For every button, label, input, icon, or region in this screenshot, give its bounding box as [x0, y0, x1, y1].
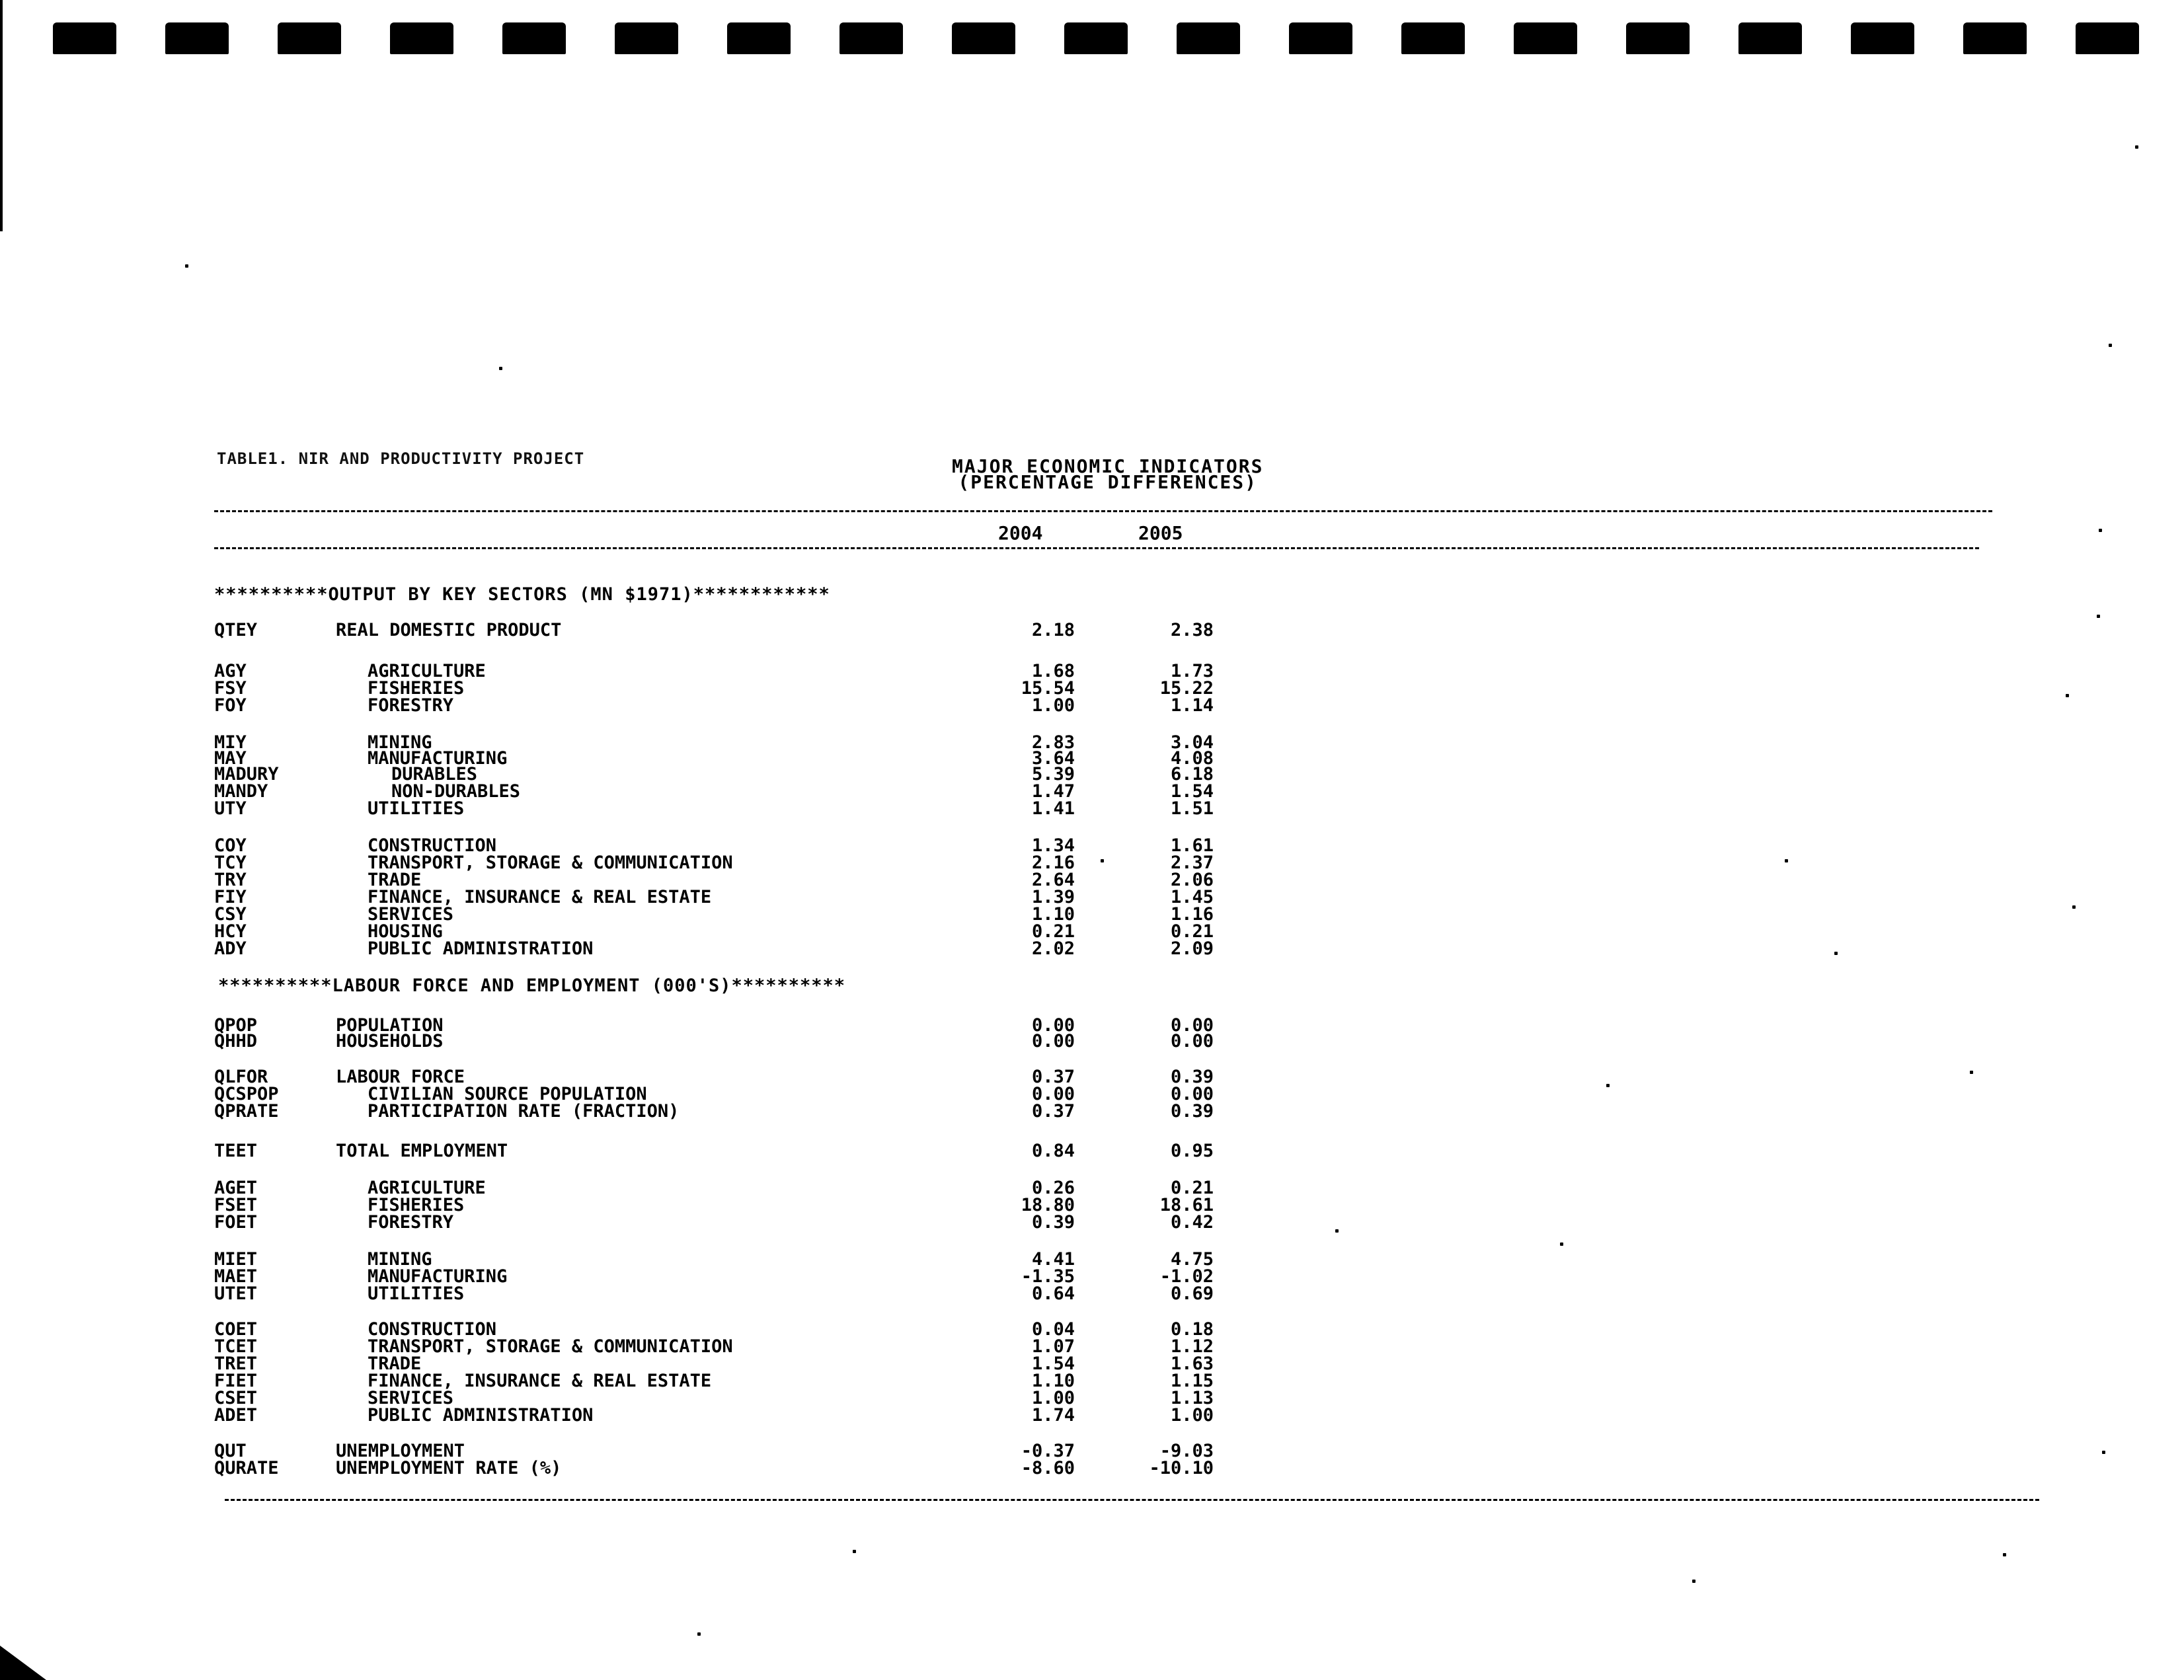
feed-hole: [53, 22, 116, 54]
header-bottom-rule: [214, 547, 1979, 549]
value-2004: 0.37: [1031, 1101, 1075, 1122]
series-label: POPULATION: [336, 1015, 444, 1036]
feed-hole: [615, 22, 678, 54]
speck: [1834, 952, 1838, 955]
series-label: TRANSPORT, STORAGE & COMMUNICATION: [368, 853, 733, 873]
speck: [2099, 529, 2102, 532]
value-2005: -9.03: [1159, 1441, 1214, 1461]
feed-hole: [1851, 22, 1914, 54]
report-header-note: TABLE1. NIR AND PRODUCTIVITY PROJECT: [217, 449, 585, 468]
speck: [2102, 1451, 2105, 1454]
value-2004: 0.37: [1031, 1067, 1075, 1087]
value-2005: 0.42: [1170, 1212, 1214, 1233]
series-label: PARTICIPATION RATE (FRACTION): [368, 1101, 680, 1122]
value-2004: 1.39: [1031, 887, 1075, 907]
series-code: FSET: [214, 1195, 258, 1215]
series-code: HCY: [214, 921, 247, 942]
speck: [1692, 1580, 1696, 1583]
series-label: FINANCE, INSURANCE & REAL ESTATE: [368, 887, 712, 907]
value-2005: 1.16: [1170, 904, 1214, 925]
value-2004: 1.10: [1031, 904, 1075, 925]
series-label: UNEMPLOYMENT: [336, 1441, 465, 1461]
bottom-rule: [225, 1499, 2039, 1501]
series-code: COY: [214, 835, 247, 856]
speck: [2097, 615, 2100, 618]
value-2004: 5.39: [1031, 764, 1075, 784]
series-code: QHHD: [214, 1031, 258, 1051]
value-2004: 18.80: [1021, 1195, 1075, 1215]
feed-hole: [278, 22, 341, 54]
feed-hole: [1401, 22, 1465, 54]
value-2005: 0.95: [1170, 1141, 1214, 1161]
value-2005: 4.75: [1170, 1249, 1214, 1270]
feed-hole: [727, 22, 791, 54]
value-2005: 1.14: [1170, 695, 1214, 716]
feed-hole: [2076, 22, 2139, 54]
value-2004: 3.64: [1031, 748, 1075, 769]
series-label: MINING: [368, 732, 432, 753]
series-code: QPOP: [214, 1015, 258, 1036]
top-rule: [214, 510, 1992, 512]
series-label: AGRICULTURE: [368, 661, 486, 681]
speck: [1560, 1242, 1563, 1246]
value-2004: 1.74: [1031, 1405, 1075, 1426]
series-label: REAL DOMESTIC PRODUCT: [336, 620, 562, 640]
value-2004: 0.39: [1031, 1212, 1075, 1233]
series-label: CONSTRUCTION: [368, 835, 497, 856]
value-2005: 15.22: [1159, 678, 1214, 699]
series-label: SERVICES: [368, 1388, 454, 1408]
speck: [2135, 145, 2138, 149]
value-2004: 2.83: [1031, 732, 1075, 753]
series-label: CONSTRUCTION: [368, 1319, 497, 1340]
value-2004: 0.21: [1031, 921, 1075, 942]
series-label: TOTAL EMPLOYMENT: [336, 1141, 508, 1161]
series-label: SERVICES: [368, 904, 454, 925]
series-label: HOUSING: [368, 921, 443, 942]
series-code: ADET: [214, 1405, 258, 1426]
speck: [1970, 1071, 1973, 1074]
value-2005: -10.10: [1149, 1458, 1214, 1478]
series-code: UTY: [214, 798, 247, 819]
series-code: TRY: [214, 870, 247, 890]
series-code: MANDY: [214, 781, 268, 802]
series-code: QPRATE: [214, 1101, 279, 1122]
series-label: MINING: [368, 1249, 432, 1270]
value-2005: 0.21: [1170, 1178, 1214, 1198]
speck: [1101, 859, 1104, 862]
value-2005: 0.21: [1170, 921, 1214, 942]
series-code: UTET: [214, 1283, 258, 1304]
value-2004: 2.64: [1031, 870, 1075, 890]
series-label: MANUFACTURING: [368, 748, 508, 769]
value-2005: 6.18: [1170, 764, 1214, 784]
value-2005: 1.54: [1170, 781, 1214, 802]
speck: [2003, 1553, 2006, 1556]
speck: [2072, 905, 2076, 909]
value-2004: 1.00: [1031, 1388, 1075, 1408]
series-label: FISHERIES: [368, 1195, 465, 1215]
value-2004: 0.84: [1031, 1141, 1075, 1161]
series-code: MAY: [214, 748, 247, 769]
series-label: LABOUR FORCE: [336, 1067, 465, 1087]
column-header-2005: 2005: [1138, 522, 1183, 544]
series-label: CIVILIAN SOURCE POPULATION: [368, 1084, 647, 1104]
feed-hole: [1626, 22, 1690, 54]
series-code: TCY: [214, 853, 247, 873]
value-2004: 0.00: [1031, 1031, 1075, 1051]
series-label: AGRICULTURE: [368, 1178, 486, 1198]
value-2005: 0.00: [1170, 1031, 1214, 1051]
value-2005: 1.51: [1170, 798, 1214, 819]
speck: [2066, 694, 2069, 697]
value-2004: 2.16: [1031, 853, 1075, 873]
series-code: QCSPOP: [214, 1084, 279, 1104]
feed-hole: [1177, 22, 1240, 54]
value-2005: 2.38: [1170, 620, 1214, 640]
value-2005: 0.69: [1170, 1283, 1214, 1304]
value-2004: -8.60: [1021, 1458, 1075, 1478]
series-label: DURABLES: [391, 764, 478, 784]
feed-hole: [839, 22, 903, 54]
series-code: FIET: [214, 1371, 258, 1391]
feed-hole: [1738, 22, 1802, 54]
series-code: MAET: [214, 1266, 258, 1287]
value-2004: 1.07: [1031, 1336, 1075, 1357]
series-code: QUT: [214, 1441, 247, 1461]
series-label: FORESTRY: [368, 695, 454, 716]
speck: [697, 1632, 701, 1636]
value-2004: 1.68: [1031, 661, 1075, 681]
value-2005: 1.15: [1170, 1371, 1214, 1391]
value-2004: 0.04: [1031, 1319, 1075, 1340]
value-2005: 0.39: [1170, 1067, 1214, 1087]
series-code: QTEY: [214, 620, 258, 640]
value-2004: 1.00: [1031, 695, 1075, 716]
value-2005: 0.00: [1170, 1015, 1214, 1036]
series-code: AGY: [214, 661, 247, 681]
column-header-2004: 2004: [998, 522, 1043, 544]
value-2005: 1.73: [1170, 661, 1214, 681]
series-code: MADURY: [214, 764, 279, 784]
series-code: FIY: [214, 887, 247, 907]
value-2005: 4.08: [1170, 748, 1214, 769]
value-2004: 2.18: [1031, 620, 1075, 640]
series-code: TCET: [214, 1336, 258, 1357]
value-2005: 1.45: [1170, 887, 1214, 907]
value-2005: 2.09: [1170, 938, 1214, 959]
series-code: MIY: [214, 732, 247, 753]
value-2004: 1.10: [1031, 1371, 1075, 1391]
series-code: CSET: [214, 1388, 258, 1408]
report-title-line1: MAJOR ECONOMIC INDICATORS: [952, 455, 1264, 477]
series-label: UTILITIES: [368, 798, 465, 819]
feed-hole: [1963, 22, 2027, 54]
page-corner-fold: [0, 1646, 46, 1680]
speck: [1606, 1084, 1610, 1087]
series-code: FSY: [214, 678, 247, 699]
value-2004: 15.54: [1021, 678, 1075, 699]
value-2005: 0.00: [1170, 1084, 1214, 1104]
value-2005: 1.61: [1170, 835, 1214, 856]
value-2005: 1.12: [1170, 1336, 1214, 1357]
scan-edge-mark: [0, 0, 3, 231]
value-2005: 0.18: [1170, 1319, 1214, 1340]
report-title-line2: (PERCENTAGE DIFFERENCES): [958, 471, 1257, 493]
series-label: TRANSPORT, STORAGE & COMMUNICATION: [368, 1336, 733, 1357]
series-label: UNEMPLOYMENT RATE (%): [336, 1458, 562, 1478]
value-2004: 0.64: [1031, 1283, 1075, 1304]
series-label: TRADE: [368, 1354, 422, 1374]
feed-hole: [1514, 22, 1577, 54]
series-code: QURATE: [214, 1458, 279, 1478]
value-2004: 0.00: [1031, 1084, 1075, 1104]
value-2005: 1.00: [1170, 1405, 1214, 1426]
series-label: PUBLIC ADMINISTRATION: [368, 1405, 594, 1426]
series-label: FINANCE, INSURANCE & REAL ESTATE: [368, 1371, 712, 1391]
value-2005: 0.39: [1170, 1101, 1214, 1122]
value-2005: 3.04: [1170, 732, 1214, 753]
series-label: TRADE: [368, 870, 422, 890]
feed-hole: [165, 22, 229, 54]
series-label: PUBLIC ADMINISTRATION: [368, 938, 594, 959]
series-code: TRET: [214, 1354, 258, 1374]
series-label: MANUFACTURING: [368, 1266, 508, 1287]
speck: [499, 367, 502, 370]
feed-hole: [1289, 22, 1352, 54]
feed-hole: [502, 22, 566, 54]
series-code: FOET: [214, 1212, 258, 1233]
series-code: CSY: [214, 904, 247, 925]
value-2004: 1.54: [1031, 1354, 1075, 1374]
value-2004: 4.41: [1031, 1249, 1075, 1270]
value-2004: 1.34: [1031, 835, 1075, 856]
series-code: MIET: [214, 1249, 258, 1270]
speck: [853, 1550, 856, 1553]
tractor-feed-holes: [53, 22, 2142, 57]
series-code: FOY: [214, 695, 247, 716]
feed-hole: [390, 22, 453, 54]
report-title: [952, 455, 1264, 493]
series-label: FORESTRY: [368, 1212, 454, 1233]
value-2005: 2.37: [1170, 853, 1214, 873]
speck: [2109, 344, 2112, 347]
speck: [185, 264, 188, 268]
section-title-labour: **********LABOUR FORCE AND EMPLOYMENT (000'S)**********: [218, 975, 846, 996]
value-2004: -0.37: [1021, 1441, 1075, 1461]
series-code: ADY: [214, 938, 247, 959]
series-label: HOUSEHOLDS: [336, 1031, 444, 1051]
series-code: QLFOR: [214, 1067, 268, 1087]
value-2004: 1.41: [1031, 798, 1075, 819]
speck: [1785, 859, 1788, 862]
value-2004: -1.35: [1021, 1266, 1075, 1287]
value-2005: -1.02: [1159, 1266, 1214, 1287]
feed-hole: [952, 22, 1015, 54]
value-2005: 18.61: [1159, 1195, 1214, 1215]
series-label: NON-DURABLES: [391, 781, 521, 802]
value-2005: 2.06: [1170, 870, 1214, 890]
series-code: AGET: [214, 1178, 258, 1198]
value-2004: 1.47: [1031, 781, 1075, 802]
value-2004: 2.02: [1031, 938, 1075, 959]
speck: [1335, 1229, 1339, 1233]
section-title-output: **********OUTPUT BY KEY SECTORS (MN $1971)************: [214, 584, 830, 605]
feed-hole: [1064, 22, 1128, 54]
value-2005: 1.13: [1170, 1388, 1214, 1408]
value-2005: 1.63: [1170, 1354, 1214, 1374]
value-2004: 0.00: [1031, 1015, 1075, 1036]
value-2004: 0.26: [1031, 1178, 1075, 1198]
series-code: TEET: [214, 1141, 258, 1161]
series-label: FISHERIES: [368, 678, 465, 699]
series-code: COET: [214, 1319, 258, 1340]
series-label: UTILITIES: [368, 1283, 465, 1304]
